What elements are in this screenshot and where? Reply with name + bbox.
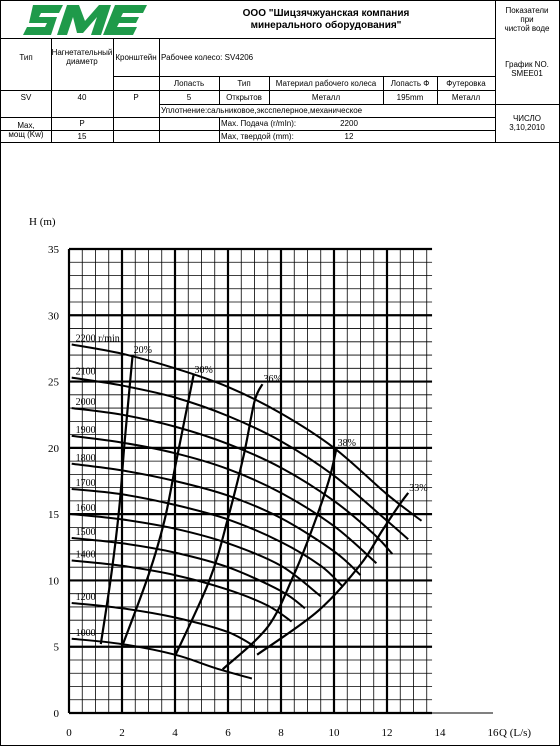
efficiency-curve-label: 38% (337, 437, 356, 449)
impeller-label: Рабочее колесо: SV4206 (161, 52, 254, 62)
material-value: Металл (311, 92, 341, 102)
x-tick-label: 10 (328, 727, 340, 739)
power-value: 15 (77, 131, 87, 141)
bracket-value: P (133, 92, 139, 102)
max-speed-value: 2200 (340, 119, 358, 128)
efficiency-curve-label: 30% (194, 364, 213, 376)
speed-curve-label: 1400 (75, 549, 96, 561)
y-tick-label: 15 (48, 509, 59, 522)
y-tick-label: 5 (53, 641, 59, 654)
kind-label: Тип (237, 78, 251, 88)
lining-label: Футеровка (446, 78, 486, 88)
y-axis-label: H (m) (29, 216, 56, 228)
speed-curve-label: 1000 (75, 627, 96, 639)
power-label-line-2: мощ (Kw) (8, 129, 44, 139)
chart-grid (69, 249, 493, 713)
graph-number-label: График NO. (505, 60, 549, 69)
max-solid-value: 12 (344, 131, 354, 141)
seal-label: Уплотнение:сальниковое,эксспелерное,механическое (161, 106, 363, 115)
x-tick-label: 2 (119, 727, 125, 739)
efficiency-curve (122, 375, 194, 647)
date-field (495, 110, 559, 136)
efficiency-curve (101, 355, 133, 644)
discharge-label-line-1: Нагнетательный (51, 48, 113, 57)
speed-curve-label: 2100 (75, 366, 96, 378)
efficiency-curves (101, 345, 428, 669)
speed-curve-label: 1500 (75, 527, 96, 539)
max-speed-label: Max. Подача (r/mIn): (221, 119, 297, 128)
date-label: ЧИСЛО (512, 114, 542, 123)
kind-value: Открытов (226, 92, 262, 102)
power-label-line-1: Max, (17, 120, 35, 130)
efficiency-curve-label: 33% (409, 482, 428, 494)
graph-number (495, 56, 559, 82)
pump-performance-chart (1, 201, 559, 745)
lining-value: Металл (451, 92, 481, 102)
x-tick-label: 16 (487, 727, 499, 739)
date-value: 3,10,2010 (509, 123, 545, 132)
y-tick-label: 20 (48, 442, 59, 455)
efficiency-curve-label: 36% (263, 374, 282, 386)
discharge-label-line-2: диаметр (66, 57, 98, 66)
speed-curve-label: 1600 (75, 503, 96, 515)
conditions-line-2: при (520, 15, 534, 24)
power-col-p: P (79, 119, 85, 128)
type-label: Тип (19, 52, 33, 62)
speed-curve-label: 1800 (75, 452, 96, 464)
y-tick-label: 25 (48, 376, 59, 389)
diameter-label: Лопасть Ф (390, 78, 430, 88)
speed-curve-label: 1200 (75, 591, 96, 603)
x-tick-label: 14 (434, 727, 446, 739)
company-name (161, 3, 491, 37)
conditions-label (495, 1, 559, 38)
x-axis-label: Q (L/s) (499, 727, 532, 739)
conditions-line-1: Показатели (505, 6, 549, 15)
vanes-label: Лопасть (173, 78, 205, 88)
diameter-value: 195mm (396, 92, 424, 102)
vanes-value: 5 (186, 92, 192, 102)
power-label (1, 117, 51, 142)
x-tick-label: 6 (225, 727, 231, 739)
y-tick-label: 0 (53, 708, 59, 720)
x-tick-label: 8 (278, 727, 284, 739)
x-tick-label: 4 (172, 727, 178, 739)
bracket-label: Кронштейн (115, 52, 157, 62)
discharge-value: 40 (77, 92, 87, 102)
efficiency-curve (223, 448, 337, 669)
speed-curve-label: 2000 (75, 397, 96, 409)
speed-curves (72, 333, 422, 678)
sme-logo-icon (23, 3, 153, 37)
max-solid-label: Max, твердой (mm): (221, 131, 294, 141)
type-value: SV (20, 92, 32, 102)
company-line-1: ООО "Шицзячжуанская компания (242, 8, 410, 19)
y-tick-label: 35 (48, 244, 59, 256)
discharge-label (51, 38, 113, 76)
y-tick-label: 30 (48, 310, 59, 323)
efficiency-curve-label: 20% (133, 345, 152, 357)
company-line-2: минерального оборудования" (250, 20, 402, 31)
speed-curve (72, 408, 393, 554)
graph-number-value: SMEE01 (511, 69, 543, 78)
x-tick-label: 0 (66, 727, 72, 739)
x-tick-label: 12 (381, 727, 393, 739)
y-tick-label: 10 (48, 575, 59, 588)
conditions-line-3: чистой воде (504, 24, 550, 33)
speed-curve-label: 1900 (75, 424, 96, 436)
material-label: Материал рабочего колеса (275, 78, 377, 88)
speed-curve-label: 1700 (75, 477, 96, 489)
speed-curve-label: 2200 r/min (75, 333, 120, 345)
axis-ticks (48, 244, 499, 739)
